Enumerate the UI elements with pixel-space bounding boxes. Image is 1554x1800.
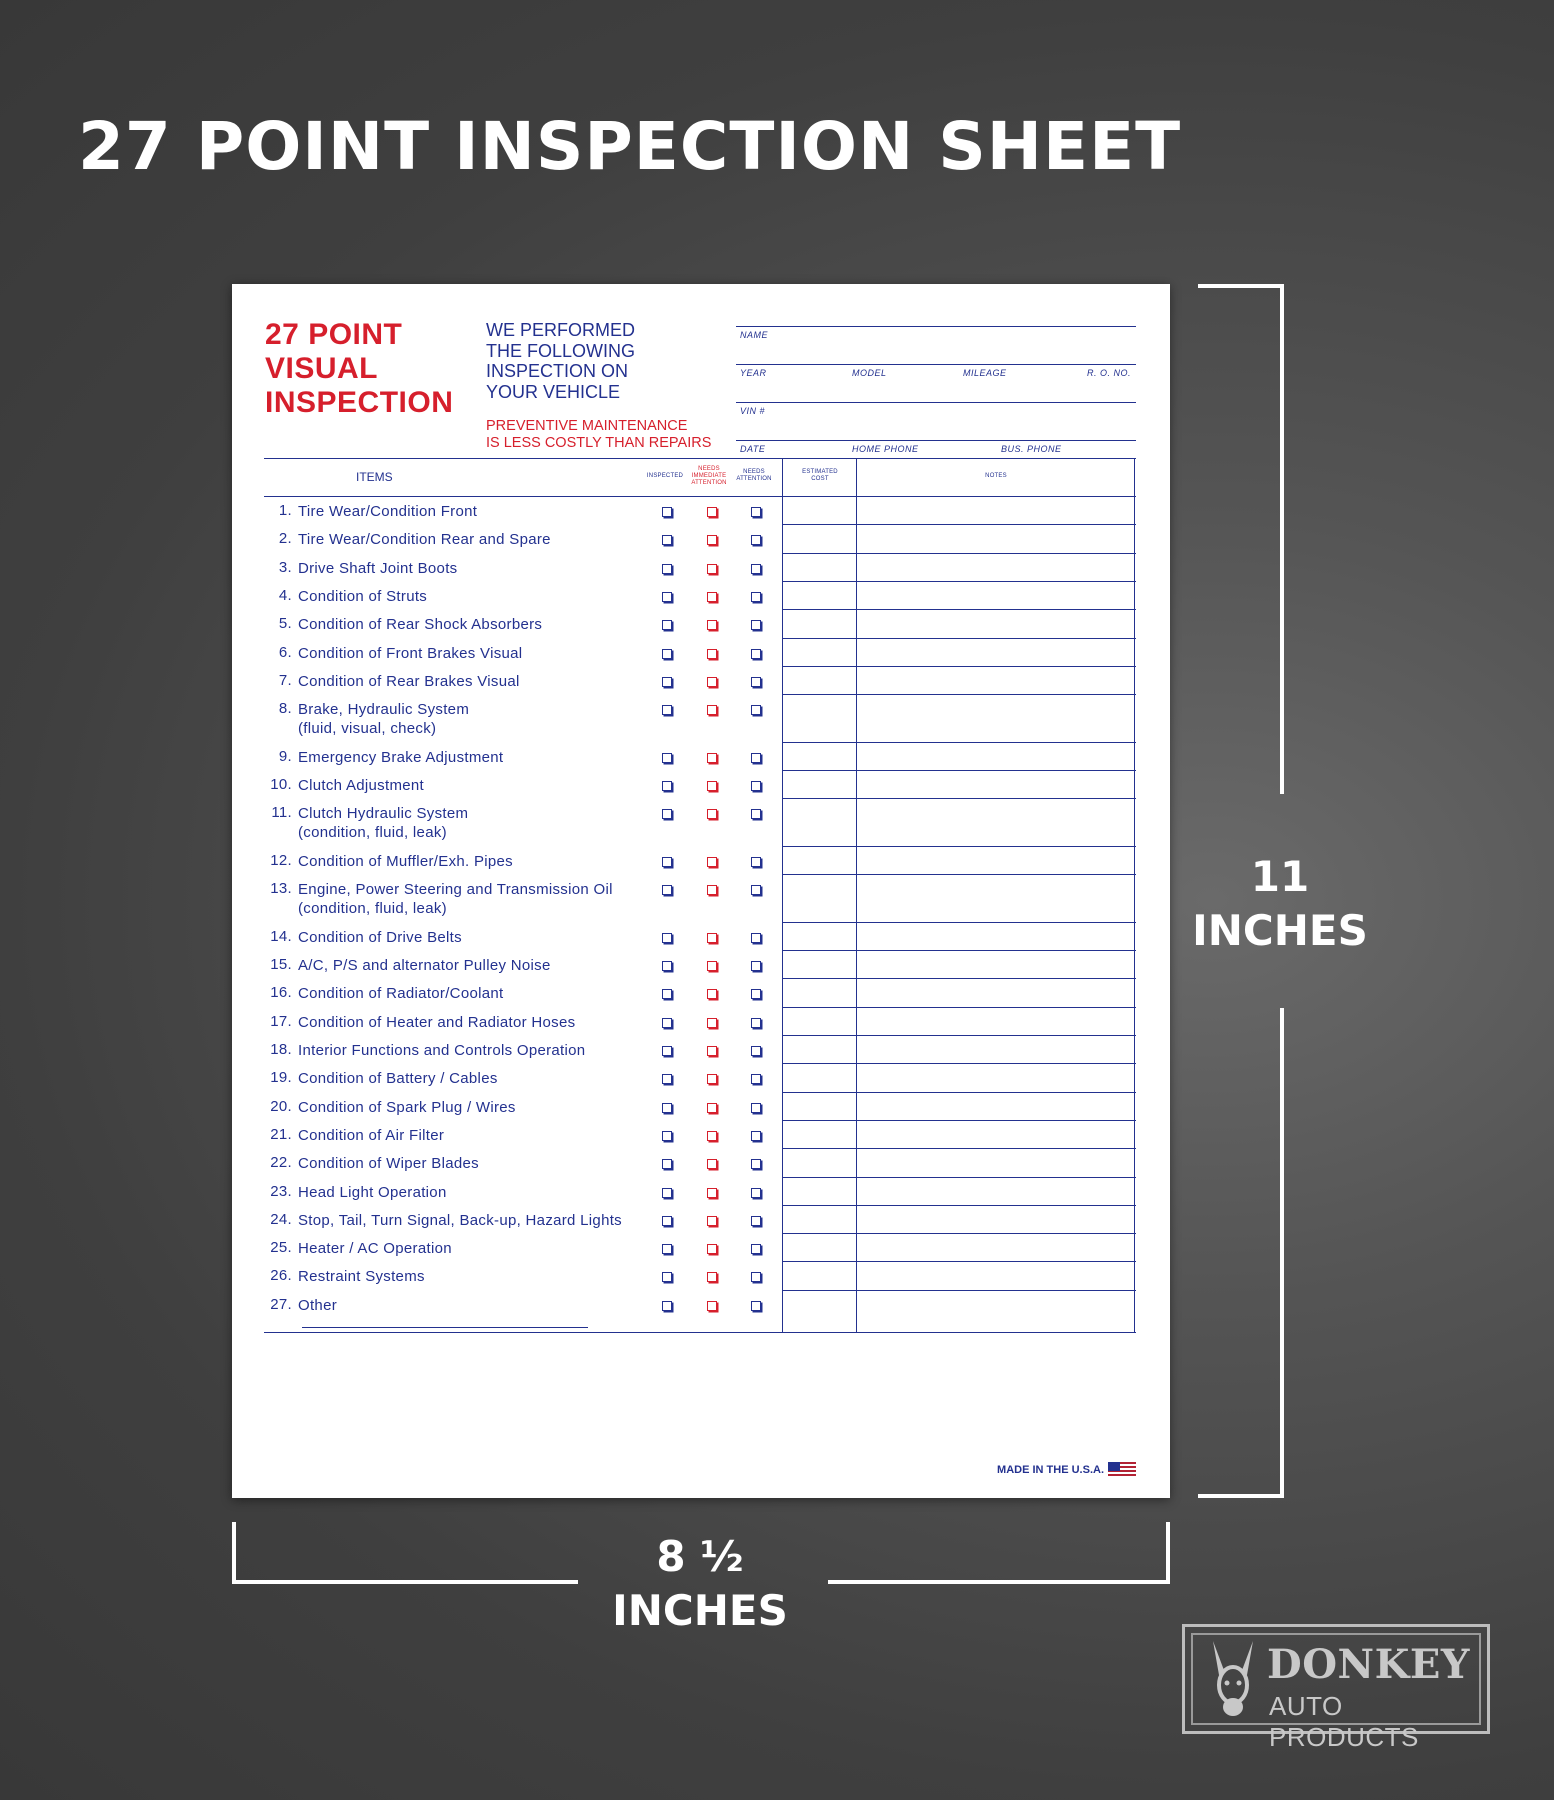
row-divider — [782, 978, 1136, 979]
item-label — [298, 1211, 622, 1230]
item-label — [298, 587, 427, 606]
item-label — [298, 615, 542, 634]
item-label — [298, 672, 520, 691]
preventive-line: IS LESS COSTLY THAN REPAIRS — [486, 434, 712, 451]
needs-immediate-checkbox[interactable] — [707, 989, 717, 999]
item-label — [298, 880, 613, 918]
vin-field-label[interactable]: VIN # — [740, 406, 766, 416]
row-divider — [782, 846, 1136, 847]
inspected-checkbox[interactable] — [662, 1018, 672, 1028]
item-number: 7. — [278, 671, 292, 689]
inspected-checkbox[interactable] — [662, 753, 672, 763]
needs-immediate-checkbox[interactable] — [707, 1159, 717, 1169]
row-divider — [782, 798, 1136, 799]
item-label-line: Condition of Radiator/Coolant — [298, 985, 504, 1003]
logo-subtitle: AUTO PRODUCTS — [1269, 1691, 1419, 1752]
performed-line: INSPECTION ON — [486, 361, 629, 381]
table-top-border — [264, 458, 1136, 459]
inspected-checkbox[interactable] — [662, 961, 672, 971]
header-text: COST — [811, 476, 829, 482]
needs-attention-checkbox[interactable] — [751, 857, 761, 867]
item-label — [298, 1069, 498, 1088]
inspected-checkbox[interactable] — [662, 1301, 672, 1311]
item-label-line: Clutch Hydraulic System — [298, 805, 469, 823]
item-label — [298, 1154, 479, 1173]
needs-attention-checkbox[interactable] — [751, 809, 761, 819]
notes-column-divider — [856, 458, 857, 1332]
item-label — [298, 1267, 425, 1286]
needs-attention-checkbox[interactable] — [751, 1244, 761, 1254]
needs-attention-checkbox[interactable] — [751, 649, 761, 659]
item-label — [298, 1126, 444, 1145]
item-label — [298, 1013, 575, 1032]
needs-attention-checkbox[interactable] — [751, 989, 761, 999]
needs-immediate-checkbox[interactable] — [707, 1018, 717, 1028]
item-label-line: Interior Functions and Controls Operation — [298, 1042, 586, 1059]
inspected-checkbox[interactable] — [662, 649, 672, 659]
donkey-logo — [1182, 1624, 1490, 1752]
item-number: 19. — [270, 1069, 292, 1087]
needs-attention-checkbox[interactable] — [751, 1159, 761, 1169]
item-number: 15. — [270, 956, 292, 974]
needs-attention-checkbox[interactable] — [751, 1131, 761, 1141]
item-number: 21. — [270, 1125, 292, 1143]
date-field-label[interactable]: DATE — [740, 444, 766, 454]
inspected-checkbox[interactable] — [662, 1244, 672, 1254]
row-divider — [782, 1092, 1136, 1093]
row-divider — [782, 666, 1136, 667]
item-number: 24. — [270, 1210, 292, 1228]
needs-immediate-checkbox[interactable] — [707, 1103, 717, 1113]
row-divider — [782, 1177, 1136, 1178]
item-label-line: Condition of Rear Shock Absorbers — [298, 616, 543, 634]
performed-line: THE FOLLOWING — [486, 340, 636, 361]
needs-immediate-checkbox[interactable] — [707, 507, 717, 517]
needs-attention-checkbox[interactable] — [751, 620, 761, 630]
item-number: 9. — [278, 747, 292, 765]
bus-phone-field-label[interactable]: BUS. PHONE — [1001, 444, 1062, 454]
form-title-line: 27 POINT — [265, 318, 403, 351]
inspected-checkbox[interactable] — [662, 857, 672, 867]
item-number: 6. — [278, 643, 292, 661]
needs-attention-checkbox[interactable] — [751, 1188, 761, 1198]
item-number: 2. — [278, 530, 292, 548]
height-dimension-label — [1180, 850, 1380, 958]
cost-column-divider — [782, 458, 783, 1332]
item-label — [298, 804, 468, 842]
inspected-checkbox[interactable] — [662, 933, 672, 943]
page-title: 27 POINT INSPECTION SHEET — [78, 108, 1182, 185]
item-label — [298, 700, 469, 738]
mileage-field-label[interactable]: MILEAGE — [963, 368, 1007, 378]
inspection-table — [264, 458, 1136, 1332]
item-label-line: Engine, Power Steering and Transmission Oil — [298, 881, 613, 899]
item-label — [298, 1296, 588, 1328]
header-text: NOTES — [985, 473, 1007, 479]
needs-attention-checkbox[interactable] — [751, 1103, 761, 1113]
year-field-label[interactable]: YEAR — [740, 368, 767, 378]
item-number: 22. — [270, 1154, 292, 1172]
logo-name: DONKEY — [1267, 1641, 1470, 1688]
item-label-line: Condition of Battery / Cables — [298, 1070, 498, 1088]
inspected-header-text: INSPECTED — [646, 473, 684, 479]
table-header-border — [264, 496, 1136, 497]
made-in-usa — [997, 1462, 1136, 1478]
needs-attention-checkbox[interactable] — [751, 1018, 761, 1028]
inspected-checkbox[interactable] — [662, 705, 672, 715]
preventive-text — [486, 418, 711, 451]
item-label-line: Emergency Brake Adjustment — [298, 748, 504, 766]
row-divider — [782, 1205, 1136, 1206]
item-number: 13. — [270, 880, 292, 898]
item-label-line: A/C, P/S and alternator Pulley Noise — [298, 957, 551, 975]
needs-attention-checkbox[interactable] — [751, 753, 761, 763]
inspected-checkbox[interactable] — [662, 592, 672, 602]
item-label-line: (condition, fluid, leak) — [298, 900, 447, 918]
needs-attention-checkbox[interactable] — [751, 535, 761, 545]
item-number: 23. — [270, 1182, 292, 1200]
inspected-checkbox[interactable] — [662, 781, 672, 791]
row-divider — [782, 638, 1136, 639]
inspected-checkbox[interactable] — [662, 989, 672, 999]
item-label — [298, 502, 477, 521]
form-title-line: INSPECTION — [265, 386, 454, 419]
field-line — [736, 402, 1136, 403]
item-label-line: Condition of Spark Plug / Wires — [298, 1098, 516, 1116]
needs-immediate-checkbox[interactable] — [707, 933, 717, 943]
needs-immediate-column-header — [686, 466, 732, 487]
needs-immediate-checkbox[interactable] — [707, 781, 717, 791]
row-divider — [782, 1233, 1136, 1234]
item-number: 10. — [270, 776, 292, 793]
item-label-line: Drive Shaft Joint Boots — [298, 559, 458, 577]
header-text: NEEDS — [743, 469, 765, 475]
donkey-head-icon — [1205, 1639, 1261, 1721]
header-text: NEEDS — [698, 466, 720, 472]
needs-immediate-checkbox[interactable] — [707, 564, 717, 574]
header-text: ATTENTION — [736, 476, 772, 482]
inspected-checkbox[interactable] — [662, 1074, 672, 1084]
item-label — [298, 1098, 516, 1117]
item-label — [298, 1183, 447, 1202]
item-label-line: Condition of Front Brakes Visual — [298, 644, 523, 662]
item-number: 1. — [278, 502, 292, 519]
needs-attention-checkbox[interactable] — [751, 705, 761, 715]
inspected-checkbox[interactable] — [662, 1103, 672, 1113]
needs-immediate-checkbox[interactable] — [707, 1074, 717, 1084]
needs-immediate-checkbox[interactable] — [707, 1272, 717, 1282]
item-number: 17. — [270, 1012, 292, 1030]
needs-attention-checkbox[interactable] — [751, 592, 761, 602]
inspected-checkbox[interactable] — [662, 1272, 672, 1282]
needs-immediate-checkbox[interactable] — [707, 1188, 717, 1198]
row-divider — [782, 1120, 1136, 1121]
item-label — [298, 1239, 452, 1258]
estimated-cost-column-header — [784, 469, 856, 483]
row-divider — [782, 922, 1136, 923]
item-label — [298, 559, 457, 578]
table-right-border — [1134, 458, 1135, 1332]
item-number: 14. — [270, 927, 292, 945]
row-divider — [782, 874, 1136, 875]
inspected-checkbox[interactable] — [662, 507, 672, 517]
needs-immediate-checkbox[interactable] — [707, 1216, 717, 1226]
height-value: 11 — [1250, 852, 1310, 901]
row-divider — [782, 1063, 1136, 1064]
made-in-usa-text: MADE IN THE U.S.A. — [997, 1464, 1104, 1476]
item-label-line: (fluid, visual, check) — [298, 720, 437, 738]
needs-attention-column-header — [730, 469, 778, 483]
row-divider — [782, 1035, 1136, 1036]
needs-immediate-checkbox[interactable] — [707, 1301, 717, 1311]
preventive-line: PREVENTIVE MAINTENANCE — [486, 418, 688, 434]
field-line — [736, 440, 1136, 441]
table-bottom-border — [264, 1332, 1136, 1333]
item-label-line: Condition of Muffler/Exh. Pipes — [298, 852, 513, 870]
item-label-line: Heater / AC Operation — [298, 1240, 452, 1258]
row-divider — [782, 742, 1136, 743]
needs-attention-checkbox[interactable] — [751, 961, 761, 971]
item-label-line: Head Light Operation — [298, 1183, 447, 1201]
needs-attention-checkbox[interactable] — [751, 1074, 761, 1084]
width-dimension-label — [600, 1530, 800, 1638]
inspected-checkbox[interactable] — [662, 1159, 672, 1169]
height-unit: INCHES — [1192, 906, 1368, 955]
item-label — [298, 776, 424, 795]
row-divider — [782, 1007, 1136, 1008]
header-text: IMMEDIATE — [691, 473, 727, 479]
needs-attention-checkbox[interactable] — [751, 933, 761, 943]
home-phone-field-label[interactable]: HOME PHONE — [852, 444, 919, 454]
other-write-in-line[interactable] — [302, 1315, 588, 1328]
item-label — [298, 644, 522, 663]
item-label-line: Tire Wear/Condition Rear and Spare — [298, 531, 551, 549]
inspected-checkbox[interactable] — [662, 535, 672, 545]
item-label-line: Clutch Adjustment — [298, 777, 424, 794]
field-line — [736, 364, 1136, 365]
needs-immediate-checkbox[interactable] — [707, 677, 717, 687]
header-text: ESTIMATED — [802, 469, 838, 475]
inspection-sheet — [232, 284, 1170, 1498]
inspected-checkbox[interactable] — [662, 677, 672, 687]
item-number: 25. — [270, 1239, 292, 1257]
inspected-checkbox[interactable] — [662, 1188, 672, 1198]
item-label-line: Brake, Hydraulic System — [298, 701, 470, 719]
inspected-checkbox[interactable] — [662, 1131, 672, 1141]
row-divider — [782, 1148, 1136, 1149]
needs-immediate-checkbox[interactable] — [707, 649, 717, 659]
width-value: 8 ½ — [656, 1532, 744, 1581]
item-number: 11. — [271, 804, 292, 822]
item-number: 3. — [278, 558, 292, 576]
item-label-line: Condition of Struts — [298, 587, 428, 605]
item-number: 12. — [270, 851, 292, 869]
inspected-checkbox[interactable] — [662, 564, 672, 574]
needs-immediate-checkbox[interactable] — [707, 1131, 717, 1141]
item-label-line: Stop, Tail, Turn Signal, Back-up, Hazard Lights — [298, 1211, 622, 1229]
row-divider — [782, 694, 1136, 695]
inspected-checkbox[interactable] — [662, 620, 672, 630]
needs-immediate-checkbox[interactable] — [707, 1244, 717, 1254]
needs-immediate-checkbox[interactable] — [707, 535, 717, 545]
needs-attention-checkbox[interactable] — [751, 885, 761, 895]
item-label-line: Condition of Heater and Radiator Hoses — [298, 1013, 576, 1031]
item-label — [298, 852, 513, 871]
needs-immediate-checkbox[interactable] — [707, 705, 717, 715]
needs-attention-checkbox[interactable] — [751, 1046, 761, 1056]
item-label — [298, 1041, 585, 1060]
row-divider — [782, 524, 1136, 525]
needs-attention-checkbox[interactable] — [751, 1272, 761, 1282]
row-divider — [782, 1290, 1136, 1291]
item-label — [298, 530, 551, 549]
item-label-line: (condition, fluid, leak) — [298, 824, 447, 842]
needs-immediate-checkbox[interactable] — [707, 809, 717, 819]
item-number: 20. — [270, 1097, 292, 1115]
item-label-line: Condition of Wiper Blades — [298, 1155, 479, 1173]
item-number: 4. — [278, 586, 292, 604]
needs-attention-checkbox[interactable] — [751, 1216, 761, 1226]
item-label-line: Condition of Air Filter — [298, 1126, 445, 1144]
form-title-line: VISUAL — [265, 352, 379, 385]
inspected-checkbox[interactable] — [662, 1216, 672, 1226]
notes-column-header — [858, 473, 1134, 480]
needs-immediate-checkbox[interactable] — [707, 885, 717, 895]
us-flag-icon — [1108, 1462, 1136, 1478]
item-label — [298, 956, 551, 975]
inspected-checkbox[interactable] — [662, 1046, 672, 1056]
needs-attention-checkbox[interactable] — [751, 677, 761, 687]
row-divider — [782, 770, 1136, 771]
performed-text — [486, 320, 635, 402]
inspected-checkbox[interactable] — [662, 809, 672, 819]
performed-line: YOUR VEHICLE — [486, 381, 621, 402]
form-title — [265, 318, 453, 420]
item-label-line: Tire Wear/Condition Front — [298, 503, 478, 520]
needs-immediate-checkbox[interactable] — [707, 592, 717, 602]
needs-attention-checkbox[interactable] — [751, 1301, 761, 1311]
needs-immediate-checkbox[interactable] — [707, 620, 717, 630]
model-field-label[interactable]: MODEL — [852, 368, 887, 378]
item-number: 8. — [278, 700, 292, 718]
header-text: ATTENTION — [691, 480, 727, 486]
items-column-header: ITEMS — [356, 470, 393, 484]
row-divider — [782, 950, 1136, 951]
item-number: 18. — [270, 1041, 292, 1058]
item-number: 26. — [270, 1267, 292, 1285]
item-label — [298, 748, 503, 767]
needs-immediate-checkbox[interactable] — [707, 753, 717, 763]
needs-immediate-checkbox[interactable] — [707, 857, 717, 867]
row-divider — [782, 553, 1136, 554]
item-label-line: Restraint Systems — [298, 1268, 425, 1286]
item-label-line: Condition of Rear Brakes Visual — [298, 672, 520, 690]
item-label — [298, 928, 462, 947]
item-number: 27. — [270, 1295, 292, 1313]
name-field-label[interactable]: NAME — [740, 330, 769, 340]
inspected-column-header — [642, 473, 688, 480]
performed-line: WE PERFORMED — [486, 320, 636, 340]
needs-immediate-checkbox[interactable] — [707, 1046, 717, 1056]
needs-immediate-checkbox[interactable] — [707, 961, 717, 971]
width-unit: INCHES — [612, 1586, 788, 1635]
needs-attention-checkbox[interactable] — [751, 564, 761, 574]
inspected-checkbox[interactable] — [662, 885, 672, 895]
ro-no-field-label[interactable]: R. O. NO. — [1087, 368, 1132, 378]
row-divider — [782, 609, 1136, 610]
row-divider — [782, 581, 1136, 582]
item-label-line: Condition of Drive Belts — [298, 928, 462, 946]
needs-attention-checkbox[interactable] — [751, 507, 761, 517]
item-label-line: Other — [298, 1296, 338, 1314]
needs-attention-checkbox[interactable] — [751, 781, 761, 791]
field-line — [736, 326, 1136, 327]
row-divider — [782, 1261, 1136, 1262]
item-number: 16. — [270, 984, 292, 1002]
item-label — [298, 984, 504, 1003]
item-number: 5. — [278, 615, 292, 633]
